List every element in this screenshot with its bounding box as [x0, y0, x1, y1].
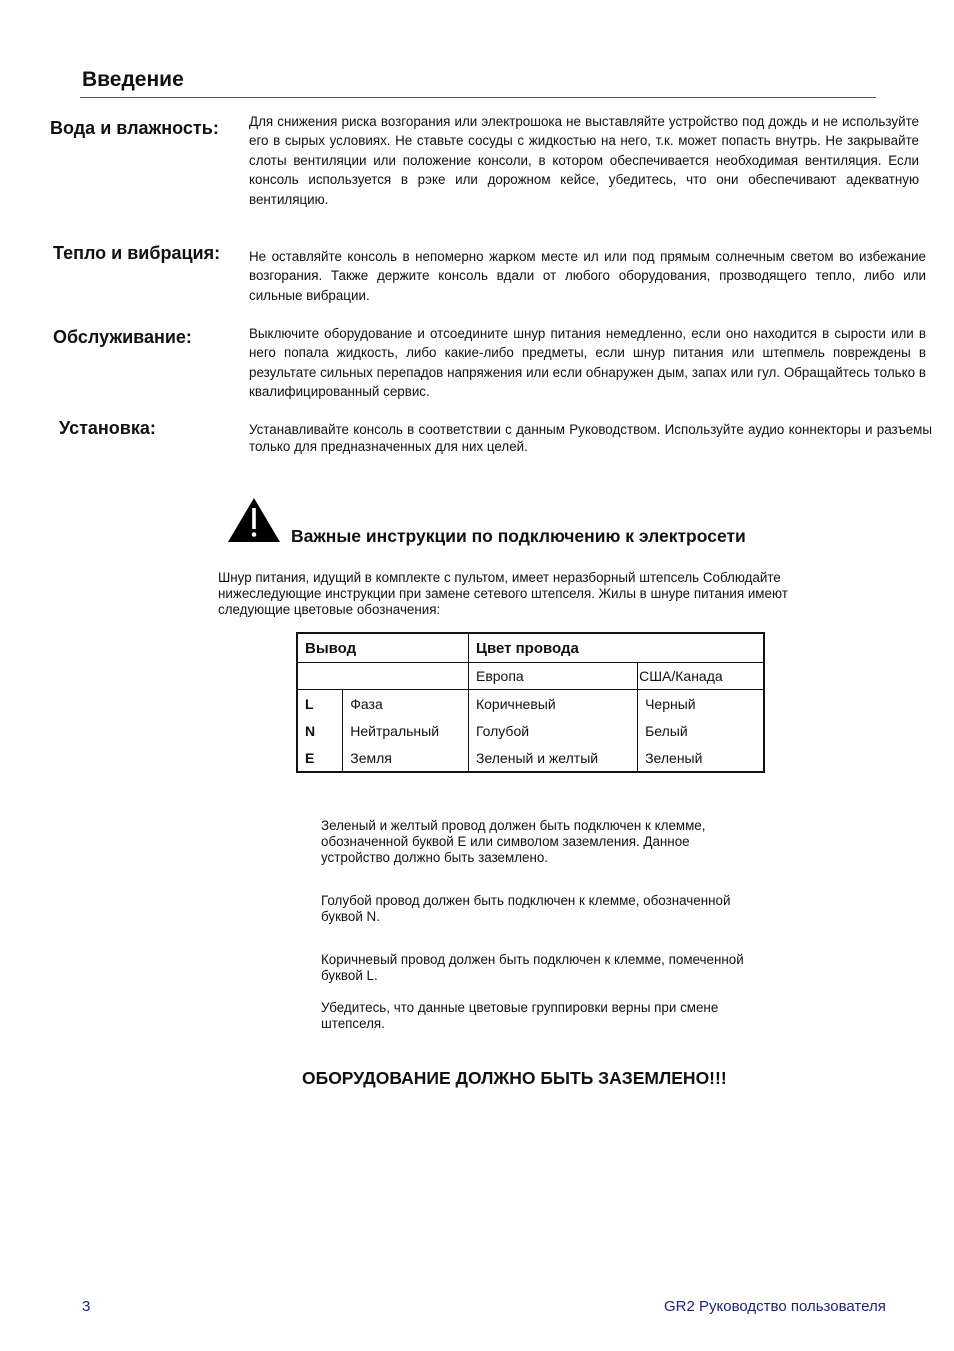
column-header-europe: Европа	[468, 663, 637, 690]
europe-color: Голубой	[468, 717, 637, 744]
page-title: Введение	[82, 68, 184, 91]
us-color: Черный	[638, 690, 764, 718]
us-color: Белый	[638, 717, 764, 744]
pin-letter: E	[305, 749, 315, 766]
section-label-install: Установка:	[59, 418, 156, 438]
wiring-intro: Шнур питания, идущий в комплекте с пультом, имеет неразборный штепсель Соблюдайте нижеследующие инструкции при замене сетевого штепселя. Жилы в шнуре питания имеют следующие цветовые обозначения:	[218, 570, 788, 617]
europe-color: Коричневый	[468, 690, 637, 718]
us-color: Зеленый	[638, 744, 764, 772]
pin-name: Нейтральный	[343, 717, 469, 744]
pin-letter: L	[305, 695, 314, 712]
table-row	[297, 717, 764, 744]
pin-name: Фаза	[343, 690, 469, 718]
table-header-row	[297, 633, 764, 663]
column-header-pin: Вывод	[297, 633, 468, 663]
column-header-us: США/Канада	[638, 663, 764, 690]
section-label-service: Обслуживание:	[53, 327, 192, 347]
section-label-water: Вода и влажность:	[50, 118, 219, 138]
note-phase-wire: Коричневый провод должен быть подключен к клемме, помеченной буквой L.	[321, 952, 744, 983]
section-text-heat: Не оставляйте консоль в непомерно жарком месте ил или под прямым солнечным светом во избежание возгорания. Также держите консоль вдали от любого оборудования, прозводящего тепло, либо или сильные вибрации.	[249, 249, 926, 303]
warning-triangle-icon	[226, 496, 282, 544]
note-neutral-wire: Голубой провод должен быть подключен к клемме, обозначенной буквой N.	[321, 893, 731, 924]
section-text-water: Для снижения риска возгорания или электрошока не выставляйте устройство под дождь и не используйте его в сырых условиях. Не ставьте сосуды с жидкостью на него, т.к. может попасть внутрь. Не закрывайте слоты вентиляции или положение консоли, в котором обеспечивается необходимая вентиляция. Если консоль используется в рэке или дорожном кейсе, убедитесь, что они обеспечивают адекватную вентиляцию.	[249, 114, 919, 207]
section-label-heat: Тепло и вибрация:	[53, 243, 221, 263]
table-row	[297, 744, 764, 772]
page-number: 3	[82, 1298, 91, 1315]
wire-color-table	[296, 632, 765, 773]
ground-warning: ОБОРУДОВАНИЕ ДОЛЖНО БЫТЬ ЗАЗЕМЛЕНО!!!	[302, 1068, 727, 1088]
pin-letter: N	[305, 722, 316, 739]
note-ground-wire: Зеленый и желтый провод должен быть подключен к клемме, обозначенной буквой E или символом заземления. Данное устройство должно быть заземлено.	[321, 818, 706, 865]
section-text-install: Устанавливайте консоль в соответствии с данным Руководством. Используйте аудио коннекторы и разъемы только для предназначенных для них целей.	[249, 422, 932, 454]
note-check-colors: Убедитесь, что данные цветовые группировки верны при смене штепселя.	[321, 1000, 719, 1031]
manual-title: GR2 Руководство пользователя	[664, 1298, 886, 1315]
warning-title: Важные инструкции по подключению к электросети	[291, 526, 746, 546]
section-text-service: Выключите оборудование и отсоедините шнур питания немедленно, если оно находится в сырости или в него попала жидкость, либо какие-либо предметы, если шнур питания или штепмель повреждены в результате сильных перепадов напряжения или если обнаружен дым, запах или гул. Обращайтесь только в квалифицированный сервис.	[249, 326, 926, 400]
title-divider	[80, 97, 876, 98]
table-row	[297, 690, 764, 718]
europe-color: Зеленый и желтый	[468, 744, 637, 772]
column-header-color: Цвет провода	[468, 633, 764, 663]
table-subheader-row	[297, 663, 764, 690]
pin-name: Земля	[343, 744, 469, 772]
